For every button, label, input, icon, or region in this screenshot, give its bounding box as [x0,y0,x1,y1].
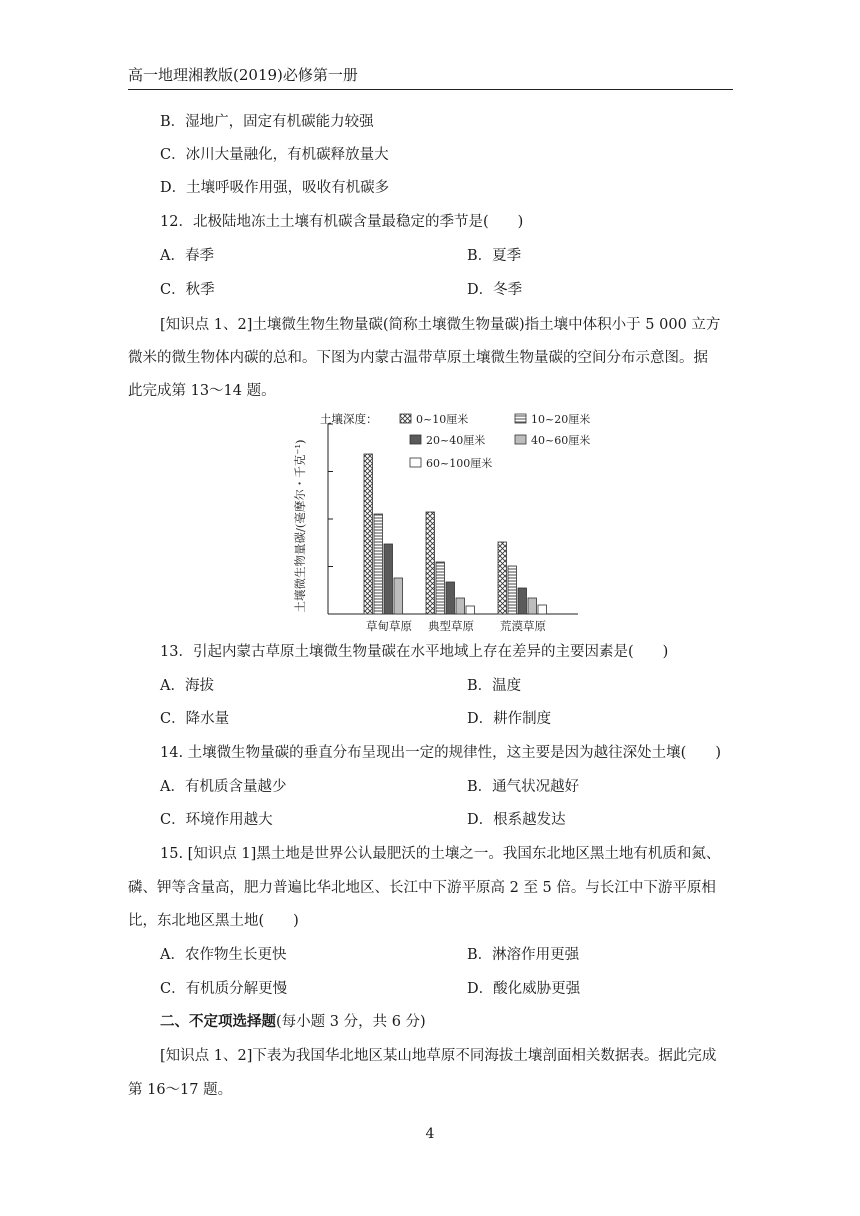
microbial-carbon-bar-chart [290,406,590,632]
bar [538,605,547,614]
q15-line2: 磷、钾等含量高，肥力普遍比华北地区、长江中下游平原高 2 至 5 倍。与长江中下游平原相 [128,880,716,896]
q13-option-d: D．耕作制度 [467,711,552,727]
bar [446,582,455,614]
header-divider [128,89,733,90]
bar [364,454,373,614]
bar [456,598,465,614]
legend-swatch [515,435,526,444]
section-2-heading [160,1012,426,1032]
q14-option-c: C．环境作用越大 [160,812,273,828]
x-tick-label: 草甸草原 [366,619,412,632]
q12-option-c: C．秋季 [160,282,215,298]
legend-swatch [410,435,421,444]
chart-y-axis-label: 土壤微生物量碳/(毫摩尔・千克⁻¹) [293,439,307,613]
document-header: 高一地理湘教版(2019)必修第一册 [128,66,358,84]
q15-line1: 15. [知识点 1]黑土地是世界公认最肥沃的土壤之一。我国东北地区黑土地有机质和氮、 [160,846,721,862]
q13-stem: 13．引起内蒙古草原土壤微生物量碳在水平地域上存在差异的主要因素是( ) [160,644,669,660]
bar [528,598,537,614]
intro-16-17-line1: [知识点 1、2]下表为我国华北地区某山地草原不同海拔土壤剖面相关数据表。据此完成 [160,1048,717,1064]
chart-legend [320,412,590,470]
legend-label: 60~100厘米 [426,457,493,470]
legend-label: 40~60厘米 [531,434,590,447]
bar [436,562,445,614]
bar [426,512,435,614]
legend-label: 10~20厘米 [531,413,590,426]
q11-option-c: C．冰川大量融化，有机碳释放量大 [160,147,389,163]
legend-label: 20~40厘米 [426,434,486,447]
q12-option-b: B．夏季 [467,248,522,264]
bar [466,606,475,614]
page-number: 4 [425,1126,435,1142]
bar [394,578,403,614]
q12-option-d: D．冬季 [467,282,523,298]
bar [498,542,507,614]
q15-option-a: A．农作物生长更快 [160,947,287,963]
q13-option-c: C．降水量 [160,711,230,727]
q12-option-a: A．春季 [160,248,214,264]
q14-option-b: B．通气状况越好 [467,779,580,795]
legend-title: 土壤深度： [320,412,378,426]
bar [518,588,527,614]
intro-13-14-line1: [知识点 1、2]土壤微生物生物量碳(简称土壤微生物量碳)指土壤中体积小于 5 000 立方 [160,317,721,333]
bar [374,514,383,614]
legend-swatch [410,458,421,467]
chart-bars [364,454,547,614]
q15-option-d: D．酸化威胁更强 [467,981,581,997]
q15-option-b: B．淋溶作用更强 [467,947,580,963]
x-tick-label: 荒漠草原 [500,619,546,632]
q14-option-d: D．根系越发达 [467,812,566,828]
q14-stem: 14. 土壤微生物量碳的垂直分布呈现出一定的规律性，这主要是因为越往深处土壤( ) [160,745,721,761]
q13-option-b: B．温度 [467,678,522,694]
chart-x-labels [366,619,546,632]
legend-label: 0~10厘米 [416,413,469,426]
q11-option-d: D．土壤呼吸作用强，吸收有机碳多 [160,180,390,196]
intro-16-17-line2: 第 16～17 题。 [128,1082,233,1098]
q12-stem: 12．北极陆地冻土土壤有机碳含量最稳定的季节是( ) [160,214,524,230]
section-2-note: (每小题 3 分，共 6 分) [276,1014,426,1030]
bar [384,544,393,614]
q15-line3: 比，东北地区黑土地( ) [128,913,299,929]
q15-option-c: C．有机质分解更慢 [160,981,288,997]
x-tick-label: 典型草原 [428,619,474,632]
legend-swatch [400,414,411,423]
section-2-title: 二、不定项选择题 [160,1013,276,1030]
legend-swatch [515,414,526,423]
q13-option-a: A．海拔 [160,678,214,694]
bar [508,566,517,614]
intro-13-14-line3: 此完成第 13～14 题。 [128,383,276,399]
q14-option-a: A．有机质含量越少 [160,779,287,795]
q11-option-b: B．湿地广，固定有机碳能力较强 [160,114,374,130]
intro-13-14-line2: 微米的微生物体内碳的总和。下图为内蒙古温带草原土壤微生物量碳的空间分布示意图。据 [128,350,708,366]
